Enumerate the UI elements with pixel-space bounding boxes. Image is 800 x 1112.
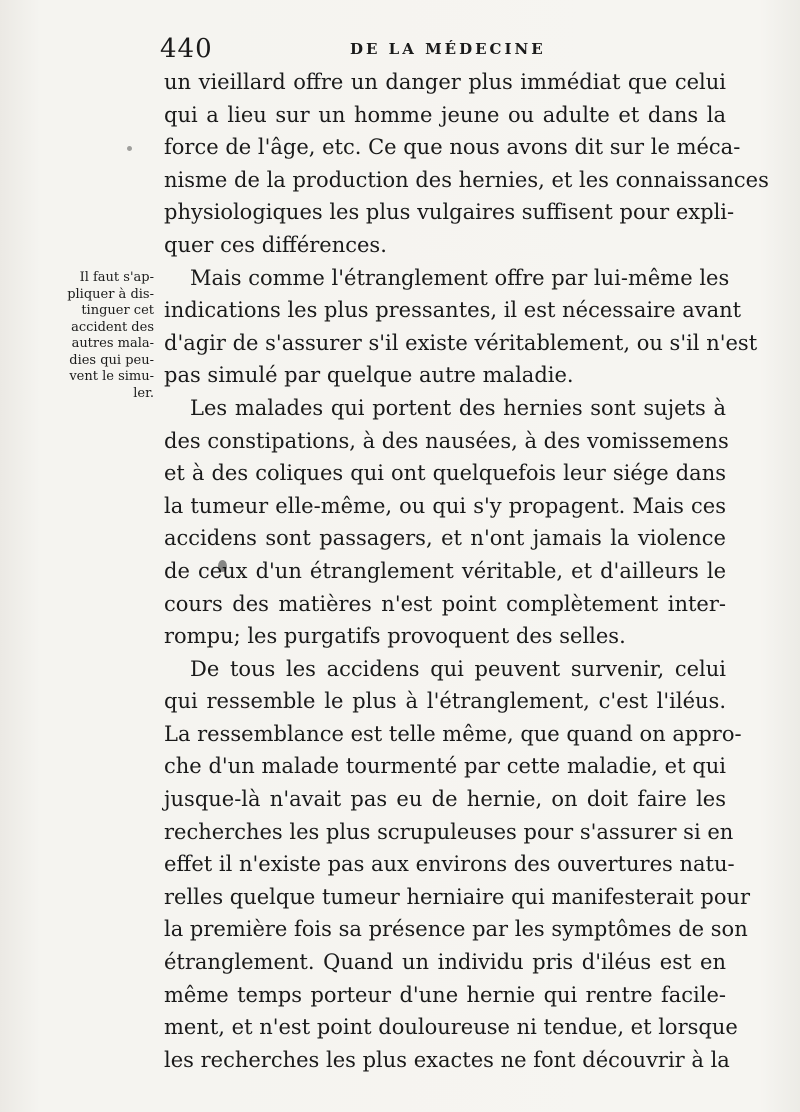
margin-note-line: autres mala-: [71, 336, 154, 351]
margin-note-line: tinguer cet: [81, 303, 154, 318]
text-line: accidens sont passagers, et n'ont jamais la violence: [164, 526, 726, 551]
text-line: même temps porteur d'une hernie qui rentre facile-: [164, 982, 726, 1007]
text-line: ment, et n'est point douloureuse ni tendue, et lorsque: [164, 1015, 738, 1040]
running-title: DE LA MÉDECINE: [350, 40, 546, 58]
text-line: quer ces différences.: [164, 232, 387, 257]
text-line: nisme de la production des hernies, et les connaissances: [164, 167, 769, 192]
text-line: indications les plus pressantes, il est nécessaire avant: [164, 298, 742, 323]
margin-note-line: ler.: [133, 385, 154, 401]
paragraph-start-line: De tous les accidens qui peuvent survenir, celui: [190, 656, 726, 681]
text-line: de ceux d'un étranglement véritable, et d'ailleurs le: [164, 558, 726, 583]
text-line: qui ressemble le plus à l'étranglement, c'est l'iléus.: [164, 689, 726, 714]
text-line: physiologiques les plus vulgaires suffisent pour expli-: [164, 200, 735, 225]
text-line: jusque-là n'avait pas eu de hernie, on doit faire les: [164, 787, 726, 812]
ink-spot: [127, 146, 132, 151]
text-line: d'agir de s'assurer s'il existe véritablement, ou s'il n'est: [164, 330, 758, 355]
margin-note-line: accident des: [71, 319, 154, 335]
text-line: qui a lieu sur un homme jeune ou adulte et dans la: [164, 102, 726, 127]
margin-note-line: pliquer à dis-: [67, 286, 154, 302]
paragraph-start-line: Les malades qui portent des hernies sont sujets à: [190, 395, 726, 420]
text-line: force de l'âge, etc. Ce que nous avons dit sur le méca-: [164, 135, 741, 160]
text-line: relles quelque tumeur herniaire qui manifesterait pour: [164, 884, 751, 909]
text-line: La ressemblance est telle même, que quand on appro-: [164, 721, 742, 746]
text-line: la première fois sa présence par les symptômes de son: [164, 917, 748, 942]
margin-note: [44, 270, 154, 402]
text-line: les recherches les plus exactes ne font découvrir à la: [164, 1047, 730, 1072]
margin-note-line: dies qui peu-: [69, 352, 154, 368]
text-line: la tumeur elle-même, ou qui s'y propagent. Mais ces: [164, 493, 726, 518]
margin-note-line: vent le simu-: [69, 369, 154, 384]
text-line: pas simulé par quelque autre maladie.: [164, 363, 574, 388]
body-text: [164, 66, 769, 1076]
page-number: 440: [160, 34, 213, 64]
text-line: che d'un malade tourmenté par cette maladie, et qui: [164, 754, 726, 779]
text-line: cours des matières n'est point complètement inter-: [164, 591, 726, 616]
text-line: effet il n'existe pas aux environs des ouvertures natu-: [164, 852, 735, 877]
text-line: et à des coliques qui ont quelquefois leur siége dans: [164, 461, 726, 486]
text-line: recherches les plus scrupuleuses pour s'assurer si en: [164, 819, 734, 844]
ink-spot: [218, 560, 227, 572]
text-line: un vieillard offre un danger plus immédiat que celui: [164, 70, 726, 94]
text-line: des constipations, à des nausées, à des vomissemens: [164, 428, 729, 453]
text-line: rompu; les purgatifs provoquent des selles.: [164, 624, 626, 649]
text-line: étranglement. Quand un individu pris d'iléus est en: [164, 950, 726, 975]
page-header: [160, 34, 720, 64]
paragraph-start-line: Mais comme l'étranglement offre par lui-même les: [190, 265, 730, 290]
margin-note-line: Il faut s'ap-: [79, 270, 154, 285]
